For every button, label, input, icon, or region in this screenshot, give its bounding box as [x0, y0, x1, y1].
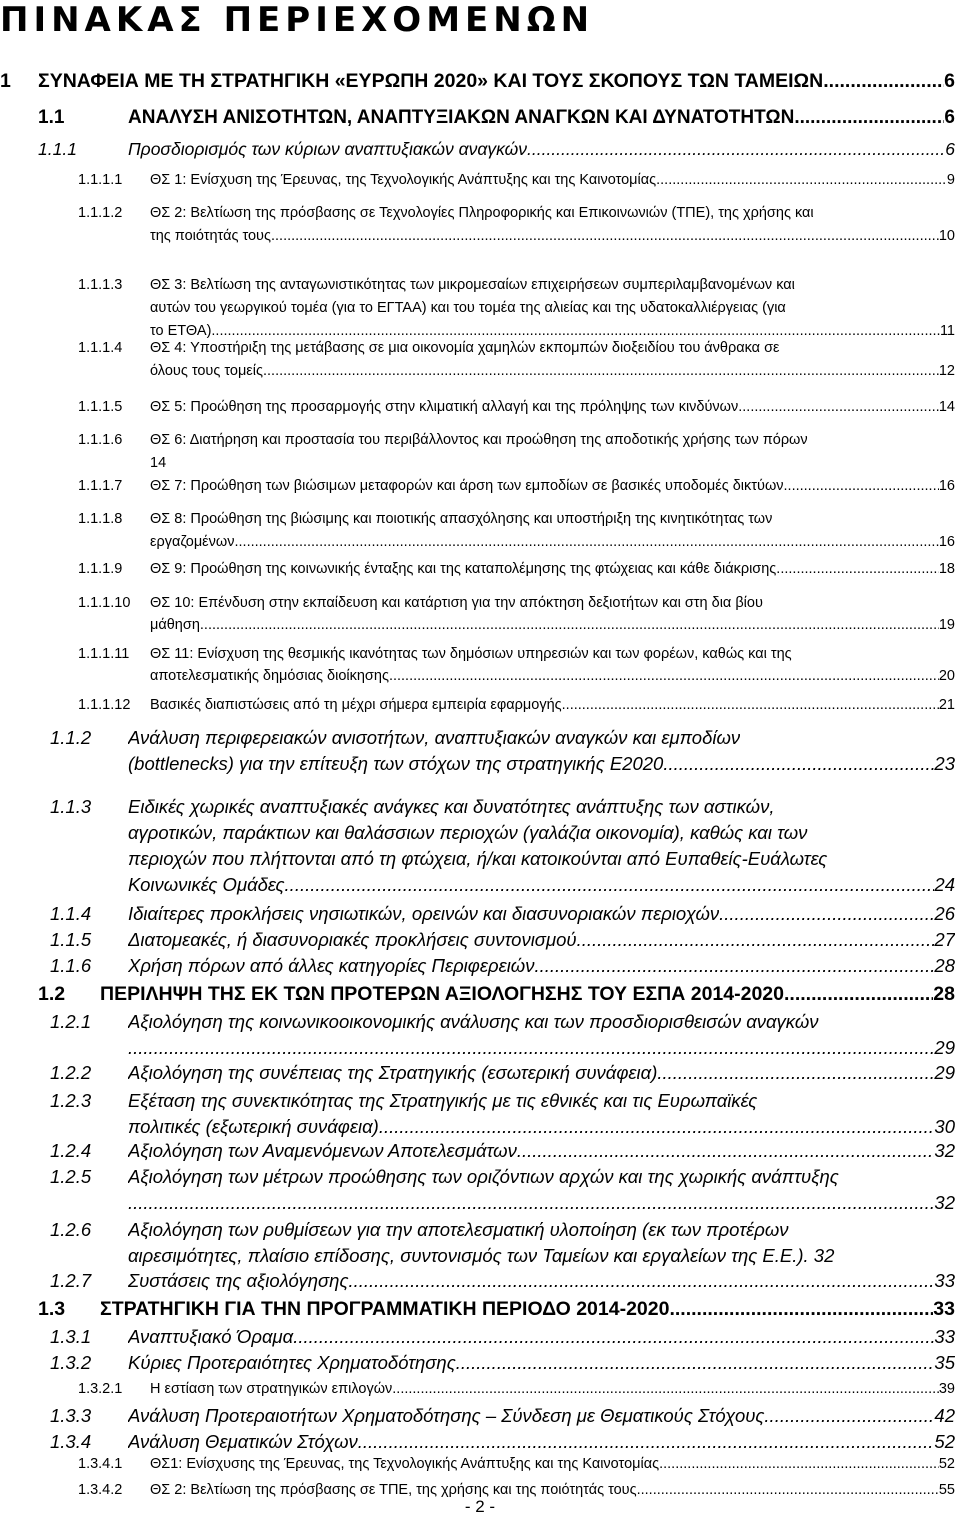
toc-leader-dots [577, 929, 935, 951]
toc-entry-number: 1.1.1.9 [78, 561, 123, 577]
toc-entry-text: Αξιολόγηση της συνέπειας της Στρατηγικής (εσωτερική συνάφεια) [128, 1062, 658, 1083]
toc-entry-text: εργαζομένων [150, 534, 235, 550]
toc-page-number: 42 [934, 1405, 955, 1426]
toc-leader-dots [764, 1405, 934, 1427]
toc-leader-dots [348, 1270, 934, 1292]
toc-leader-dots [128, 1037, 934, 1059]
toc-entry-number: 1.1.1.4 [78, 340, 123, 356]
toc-entry-number: 1.1.1.3 [78, 277, 123, 293]
toc-entry-text: Κοινωνικές Ομάδες [128, 874, 285, 895]
toc-entry-number: 1.1.1.1 [78, 172, 123, 188]
toc-entry-text: πολιτικές (εξωτερική συνάφεια) [128, 1116, 379, 1137]
toc-leader-dots [293, 1326, 934, 1348]
toc-page-number: 29 [934, 1037, 955, 1058]
toc-entry-text: ΘΣ 1: Ενίσχυση της Έρευνας, της Τεχνολογικής Ανάπτυξης και της Καινοτομίας [150, 172, 657, 188]
toc-entry-text: ΘΣ 7: Προώθηση των βιώσιμων μεταφορών και άρση των εμποδίων σε βασικές υποδομές δικτύων [150, 478, 784, 494]
toc-entry-text: μάθηση [150, 617, 200, 633]
toc-leader-dots [738, 399, 939, 415]
toc-page-number: 6 [944, 107, 955, 128]
toc-leader-dots [200, 617, 939, 633]
toc-entry-text: Συστάσεις της αξιολόγησης [128, 1270, 349, 1291]
toc-leader-dots [657, 1062, 934, 1084]
toc-page-number: 33 [934, 1270, 955, 1291]
toc-entry-text: ΘΣ 2: Βελτίωση της πρόσβασης σε Τεχνολογίες Πληροφορικής και Επικοινωνιών (ΤΠΕ), της χρήσης και [150, 205, 814, 221]
toc-entry-text: ΘΣ 3: Βελτίωση της ανταγωνιστικότητας των μικρομεσαίων επιχειρήσεων συμπεριλαμβανομένων και [150, 277, 795, 293]
toc-entry-number: 1.1.1.10 [78, 595, 131, 611]
toc-page-number: 16 [938, 478, 955, 494]
toc-entry-number: 1.2.3 [50, 1090, 92, 1111]
toc-entry-text: (bottlenecks) για την επίτευξη των στόχων της στρατηγικής Ε2020 [128, 753, 664, 774]
toc-page-number: 52 [938, 1456, 955, 1472]
toc-page-number: 20 [938, 668, 955, 684]
toc-entry-number: 1.1.1 [38, 139, 77, 159]
toc-entry-number: 1.3.4.1 [78, 1456, 123, 1472]
toc-page-number: 9 [946, 172, 955, 188]
toc-entry-text: αιρεσιμότητες, πλαίσιο επίδοσης, συντονισμός των Ταμείων και εργαλείων της Ε.Ε.). 32 [128, 1245, 835, 1266]
toc-entry-number: 1.1.1.7 [78, 478, 123, 494]
toc-entry-text: ΘΣ 10: Επένδυση στην εκπαίδευση και κατάρτιση για την απόκτηση δεξιοτήτων και στη δια βίου [150, 595, 763, 611]
toc-entry-text: Ιδιαίτερες προκλήσεις νησιωτικών, ορεινών και διασυνοριακών περιοχών [128, 903, 720, 924]
toc-leader-dots [659, 1456, 939, 1472]
toc-entry-number: 1.3.3 [50, 1405, 92, 1426]
toc-leader-dots [534, 955, 934, 977]
toc-entry-text: Αξιολόγηση των μέτρων προώθησης των οριζόντιων αρχών και της χωρικής ανάπτυξης [128, 1166, 839, 1187]
toc-entry-text: 14 [150, 455, 167, 471]
toc-entry-text: Προσδιορισμός των κύριων αναπτυξιακών αναγκών [128, 139, 527, 159]
toc-entry-text: αγροτικών, παράκτιων και θαλάσσιων περιοχών (γαλάζια οικονομία), καθώς και των [128, 822, 808, 843]
toc-entry-number: 1.2.2 [50, 1062, 92, 1083]
toc-entry-number: 1.3.4.2 [78, 1482, 123, 1498]
toc-entry-text: ΘΣ 9: Προώθηση της κοινωνικής ένταξης και της καταπολέμησης της φτώχειας και κάθε διάκρισης [150, 561, 777, 577]
toc-entry-number: 1.3.4 [50, 1431, 92, 1452]
toc-page-number: 28 [933, 983, 955, 1005]
toc-entry-text: ΘΣ 11: Ενίσχυση της θεσμικής ικανότητας των δημόσιων υπηρεσιών και των φορέων, καθώς και της [150, 646, 792, 662]
toc-entry-text: Κύριες Προτεραιότητες Χρηματοδότησης [128, 1352, 456, 1373]
toc-page-number: 24 [934, 874, 955, 895]
toc-entry-text: Η εστίαση των στρατηγικών επιλογών [150, 1381, 393, 1397]
toc-page-number: 6 [945, 139, 955, 159]
toc-page-number: 6 [944, 70, 955, 92]
toc-entry-text: ΘΣ1: Ενίσχυσης της Έρευνας, της Τεχνολογικής Ανάπτυξης και της Καινοτομίας [150, 1456, 660, 1472]
toc-entry-number: 1.2.5 [50, 1166, 92, 1187]
toc-page-number: 16 [938, 534, 955, 550]
toc-entry-number: 1.3.1 [50, 1326, 92, 1347]
toc-page-number: 52 [934, 1431, 955, 1452]
toc-entry-number: 1.1.4 [50, 903, 92, 924]
toc-leader-dots [234, 534, 938, 550]
toc-entry-number: 1.1.1.12 [78, 697, 131, 713]
toc-entry-number: 1.1.1.5 [78, 399, 123, 415]
toc-leader-dots [562, 697, 939, 713]
toc-entry-text: αποτελεσματικής δημόσιας διοίκησης [150, 668, 389, 684]
toc-leader-dots [656, 172, 947, 188]
toc-page-number: 28 [934, 955, 955, 976]
toc-leader-dots [263, 363, 939, 379]
toc-entry-text: Ειδικές χωρικές αναπτυξιακές ανάγκες και δυνατότητες ανάπτυξης των αστικών, [128, 796, 775, 817]
toc-page-number: 29 [934, 1062, 955, 1083]
toc-page-number: 30 [934, 1116, 955, 1137]
page-number-footer: - 2 - [464, 1497, 496, 1516]
toc-page-number: 10 [938, 228, 955, 244]
toc-page-number: 14 [938, 399, 955, 415]
toc-page-number: 35 [934, 1352, 955, 1373]
toc-entry-text: της ποιότητάς τους [150, 228, 271, 244]
toc-page-number: 26 [934, 903, 955, 924]
toc-entry-text: Αξιολόγηση των ρυθμίσεων για την αποτελεσματική υλοποίηση (εκ των προτέρων [128, 1219, 789, 1240]
toc-entry-number: 1.1.1.2 [78, 205, 123, 221]
toc-entry-text: Αξιολόγηση της κοινωνικοοικονομικής ανάλυσης και των προσδιορισθεισών αναγκών [128, 1011, 819, 1032]
toc-entry-text: ΘΣ 5: Προώθηση της προσαρμογής στην κλιματική αλλαγή και της πρόληψης των κινδύνων [150, 399, 739, 415]
toc-entry-text: Αξιολόγηση των Αναμενόμενων Αποτελεσμάτων [128, 1140, 517, 1161]
toc-leader-dots [669, 1298, 933, 1321]
toc-leader-dots [794, 107, 944, 129]
toc-page-number: 33 [934, 1326, 955, 1347]
toc-entry-text: Βασικές διαπιστώσεις από τη μέχρι σήμερα εμπειρία εφαρμογής [150, 697, 562, 713]
toc-leader-dots [456, 1352, 935, 1374]
toc-page-number: 55 [938, 1482, 955, 1498]
toc-leader-dots [128, 1192, 934, 1214]
toc-entry-number: 1.2.7 [50, 1270, 92, 1291]
toc-leader-dots [271, 228, 939, 244]
toc-leader-dots [389, 668, 939, 684]
toc-entry-text: ΘΣ 6: Διατήρηση και προστασία του περιβάλλοντος και προώθηση της αποδοτικής χρήσης των πόρων [150, 432, 808, 448]
toc-entry-text: αυτών του γεωργικού τομέα (για το ΕΓΤΑΑ) και του τομέα της αλιείας και της υδατοκαλλιέργειας (για [150, 300, 786, 316]
toc-page-number: 19 [938, 617, 955, 633]
toc-leader-dots [784, 983, 933, 1006]
toc-page-number: 32 [934, 1140, 955, 1161]
toc-entry-number: 1.2.6 [50, 1219, 92, 1240]
toc-leader-dots [358, 1431, 935, 1453]
toc-leader-dots [823, 70, 944, 93]
toc-page-number: 23 [934, 753, 955, 774]
toc-leader-dots [784, 478, 939, 494]
toc-entry-text: το ΕΤΘΑ) [150, 323, 212, 339]
toc-entry-text: ΘΣ 8: Προώθηση της βιώσιμης και ποιοτικής απασχόλησης και υποστήριξη της κινητικότητας των [150, 511, 773, 527]
toc-entry-text: ΠΕΡΙΛΗΨΗ ΤΗΣ ΕΚ ΤΩΝ ΠΡΟΤΕΡΩΝ ΑΞΙΟΛΟΓΗΣΗΣ ΤΟΥ ΕΣΠΑ 2014-2020 [100, 983, 784, 1005]
toc-entry-number: 1.1.5 [50, 929, 92, 950]
toc-page-number: 33 [933, 1298, 955, 1320]
toc-page-number: 32 [934, 1192, 955, 1213]
toc-entry-number: 1.1.1.6 [78, 432, 123, 448]
toc-entry-number: 1.1.2 [50, 727, 92, 748]
toc-entry-text: Ανάλυση Προτεραιοτήτων Χρηματοδότησης – Σύνδεση με Θεματικούς Στόχους [128, 1405, 765, 1426]
toc-leader-dots [379, 1116, 935, 1138]
toc-leader-dots [637, 1482, 939, 1498]
toc-page-number: 11 [939, 323, 955, 339]
toc-entry-text: όλους τους τομείς [150, 363, 263, 379]
toc-leader-dots [517, 1140, 935, 1162]
toc-leader-dots [392, 1381, 939, 1397]
toc-entry-text: ΘΣ 2: Βελτίωση της πρόσβασης σε ΤΠΕ, της χρήσης και της ποιότητάς τους [150, 1482, 637, 1498]
toc-entry-number: 1.1.1.11 [78, 646, 130, 662]
toc-entry-text: Διατομεακές, ή διασυνοριακές προκλήσεις συντονισμού [128, 929, 577, 950]
toc-entry-number: 1.1 [38, 107, 65, 128]
toc-page-number: 21 [938, 697, 955, 713]
toc-entry-number: 1.3 [38, 1298, 66, 1320]
toc-entry-text: Αναπτυξιακό Όραμα [128, 1326, 294, 1347]
toc-entry-number: 1.2 [38, 983, 66, 1005]
toc-entry-text: Εξέταση της συνεκτικότητας της Στρατηγικής με τις εθνικές και τις Ευρωπαϊκές [128, 1090, 758, 1111]
toc-entry-text: Ανάλυση Θεματικών Στόχων [128, 1431, 358, 1452]
toc-leader-dots [663, 753, 934, 775]
toc-leader-dots [719, 903, 934, 925]
toc-leader-dots [285, 874, 935, 896]
toc-page-number: 18 [938, 561, 955, 577]
toc-entry-number: 1.1.3 [50, 796, 92, 817]
toc-entry-number: 1.1.1.8 [78, 511, 123, 527]
toc-entry-number: 1 [0, 70, 11, 92]
toc-entry-number: 1.2.1 [50, 1011, 92, 1032]
toc-entry-text: περιοχών που πλήττονται από τη φτώχεια, ή/και κατοικούνται από Ευπαθείς-Ευάλωτες [128, 848, 828, 869]
toc-leader-dots [527, 139, 945, 160]
toc-leader-dots [211, 323, 940, 339]
toc-page-number: 39 [938, 1381, 955, 1397]
toc-entry-text: Ανάλυση περιφερειακών ανισοτήτων, αναπτυξιακών αναγκών και εμποδίων [128, 727, 741, 748]
toc-page-number: 27 [934, 929, 955, 950]
toc-entry-number: 1.3.2.1 [78, 1381, 123, 1397]
toc-leader-dots [776, 561, 939, 577]
toc-page-number: 12 [938, 363, 955, 379]
toc-entry-number: 1.3.2 [50, 1352, 92, 1373]
toc-entry-text: ΑΝΑΛΥΣΗ ΑΝΙΣΟΤΗΤΩΝ, ΑΝΑΠΤΥΞΙΑΚΩΝ ΑΝΑΓΚΩΝ ΚΑΙ ΔΥΝΑΤΟΤΗΤΩΝ [128, 107, 795, 128]
toc-entry-text: ΣΥΝΑΦΕΙΑ ΜΕ ΤΗ ΣΤΡΑΤΗΓΙΚΗ «ΕΥΡΩΠΗ 2020» ΚΑΙ ΤΟΥΣ ΣΚΟΠΟΥΣ ΤΩΝ ΤΑΜΕΙΩΝ [38, 70, 824, 92]
toc-entry-text: ΘΣ 4: Υποστήριξη της μετάβασης σε μια οικονομία χαμηλών εκπομπών διοξειδίου του άνθρακα σε [150, 340, 780, 356]
page-title: ΠΙΝΑΚΑΣ ΠΕΡΙΕΧΟΜΕΝΩΝ [0, 0, 595, 40]
toc-entry-text: ΣΤΡΑΤΗΓΙΚΗ ΓΙΑ ΤΗΝ ΠΡΟΓΡΑΜΜΑΤΙΚΗ ΠΕΡΙΟΔΟ 2014-2020 [100, 1298, 670, 1320]
toc-entry-text: Χρήση πόρων από άλλες κατηγορίες Περιφερειών [128, 955, 535, 976]
toc-entry-number: 1.1.6 [50, 955, 92, 976]
toc-entry-number: 1.2.4 [50, 1140, 92, 1161]
